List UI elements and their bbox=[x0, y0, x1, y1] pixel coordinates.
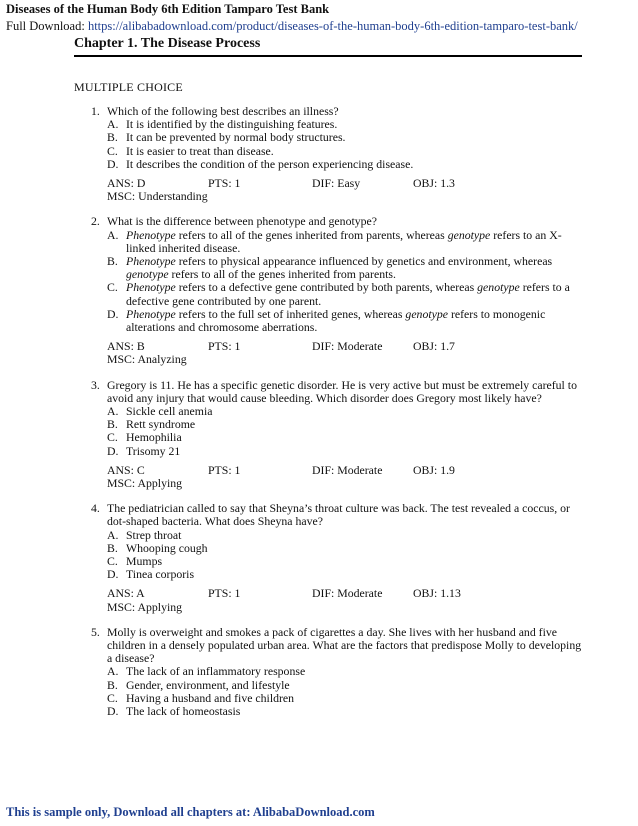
question-number: 3. bbox=[91, 377, 100, 392]
points: PTS: 1 bbox=[208, 462, 241, 477]
download-line bbox=[6, 19, 578, 34]
download-link[interactable]: https://alibabadownload.com/product/diseases-of-the-human-body-6th-edition-tamparo-test-bank/ bbox=[87, 19, 578, 33]
question-1 bbox=[0, 105, 638, 203]
question-text: Molly is overweight and smokes a pack of cigarettes a day. She lives with her husband and five children in a densely populated urban area. What are the factors that predispose Molly to developing a disease? bbox=[107, 624, 582, 666]
option-c: C. It is easier to treat than disease. bbox=[107, 143, 274, 158]
msc: MSC: Analyzing bbox=[107, 352, 187, 367]
option-b: B. Phenotype refers to physical appearance influenced by genetics and environment, whereas genotype refers to all of the genes inherited from parents. bbox=[107, 254, 553, 282]
difficulty: DIF: Easy bbox=[312, 176, 361, 191]
question-2 bbox=[0, 215, 638, 366]
chapter-divider bbox=[74, 55, 582, 57]
points: PTS: 1 bbox=[208, 586, 241, 601]
question-3 bbox=[0, 379, 638, 491]
option-a: A. Phenotype refers to all of the genes inherited from parents, whereas genotype refers to an X-linked inherited disease. bbox=[107, 227, 562, 255]
option-a: A. It is identified by the distinguishing features. bbox=[107, 117, 338, 132]
objective: OBJ: 1.13 bbox=[413, 586, 461, 601]
answer-meta bbox=[107, 464, 638, 477]
option-d: D. It describes the condition of the person experiencing disease. bbox=[107, 156, 414, 171]
msc: MSC: Understanding bbox=[107, 189, 208, 204]
answer: ANS: D bbox=[107, 176, 146, 191]
document-header-title: Diseases of the Human Body 6th Edition Tamparo Test Bank bbox=[6, 2, 330, 16]
option-d: D. Trisomy 21 bbox=[107, 443, 181, 458]
option-b: B. Whooping cough bbox=[107, 540, 208, 555]
answer-meta bbox=[107, 177, 638, 190]
difficulty: DIF: Moderate bbox=[312, 339, 383, 354]
objective: OBJ: 1.3 bbox=[413, 176, 455, 191]
question-number: 1. bbox=[91, 104, 100, 118]
option-b: B. It can be prevented by normal body structures. bbox=[107, 130, 346, 145]
question-number: 4. bbox=[91, 501, 100, 516]
question-5 bbox=[0, 626, 638, 718]
option-a: A. Strep throat bbox=[107, 527, 182, 542]
option-c: C. Having a husband and five children bbox=[107, 690, 295, 705]
answer-meta bbox=[107, 340, 638, 353]
difficulty: DIF: Moderate bbox=[312, 586, 383, 601]
question-text: What is the difference between phenotype and genotype? bbox=[107, 214, 378, 229]
difficulty: DIF: Moderate bbox=[312, 462, 383, 477]
download-label: Full Download: bbox=[6, 19, 88, 33]
question-list bbox=[0, 105, 638, 730]
option-b: B. Gender, environment, and lifestyle bbox=[107, 677, 290, 692]
objective: OBJ: 1.7 bbox=[413, 339, 455, 354]
option-a: A. The lack of an inflammatory response bbox=[107, 664, 306, 679]
option-d: D. Phenotype refers to the full set of inherited genes, whereas genotype refers to monogenic alterations and chromosome aberrations. bbox=[107, 306, 546, 335]
question-4 bbox=[0, 502, 638, 614]
option-b: B. Rett syndrome bbox=[107, 417, 196, 432]
objective: OBJ: 1.9 bbox=[413, 462, 455, 477]
question-number: 5. bbox=[91, 624, 100, 639]
msc: MSC: Applying bbox=[107, 599, 183, 614]
section-title: MULTIPLE CHOICE bbox=[74, 80, 183, 94]
option-d: D. The lack of homeostasis bbox=[107, 704, 241, 719]
question-text: Which of the following best describes an illness? bbox=[107, 104, 339, 118]
msc: MSC: Applying bbox=[107, 476, 183, 491]
answer: ANS: C bbox=[107, 462, 145, 477]
option-c: C. Phenotype refers to a defective gene contributed by both parents, whereas genotype refers to a defective gene contributed by one parent. bbox=[107, 280, 570, 308]
answer: ANS: B bbox=[107, 339, 145, 354]
question-text: The pediatrician called to say that Sheyna’s throat culture was back. The test revealed a coccus, or dot-shaped bacteria. What does Sheyna have? bbox=[107, 501, 570, 529]
answer-meta bbox=[107, 587, 638, 600]
option-d: D. Tinea corporis bbox=[107, 567, 195, 582]
points: PTS: 1 bbox=[208, 176, 241, 191]
question-text: Gregory is 11. He has a specific genetic disorder. He is very active but must be extremely careful to avoid any injury that would cause bleeding. Which disorder does Gregory most likely have? bbox=[107, 377, 577, 405]
chapter-title: Chapter 1. The Disease Process bbox=[74, 36, 261, 51]
answer: ANS: A bbox=[107, 586, 145, 601]
points: PTS: 1 bbox=[208, 339, 241, 354]
option-c: C. Hemophilia bbox=[107, 430, 182, 445]
footer-notice[interactable]: This is sample only, Download all chapters at: AlibabaDownload.com bbox=[6, 805, 375, 819]
option-a: A. Sickle cell anemia bbox=[107, 404, 213, 419]
question-number: 2. bbox=[91, 214, 100, 229]
option-c: C. Mumps bbox=[107, 554, 163, 569]
